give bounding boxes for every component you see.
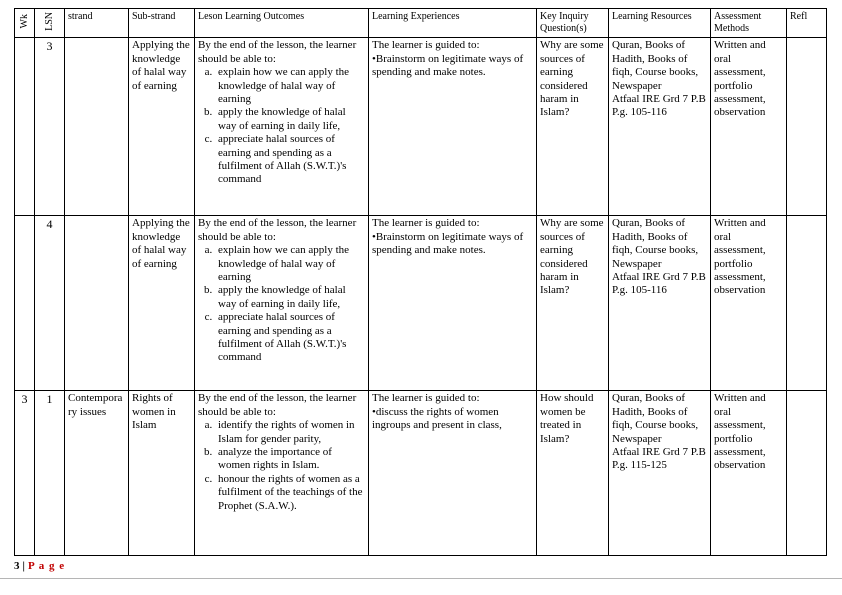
outcome-item: a. identify the rights of women in Islam for gender parity, [215,419,365,446]
header-row [15,9,827,38]
outcomes-list [198,244,365,365]
header-sub-strand: Sub-strand [129,9,195,38]
outcomes-intro: By the end of the lesson, the learner should be able to: [198,392,357,418]
header-key-inquiry: Key Inquiry Question(s) [537,9,609,38]
cell-lsn: 1 [35,391,65,556]
page-number: 3 [14,560,20,572]
cell-assessment: Written and oral assessment, portfolio assessment, observation [711,38,787,216]
cell-wk [15,38,35,216]
cell-refl [787,216,827,391]
cell-strand [65,38,129,216]
footer-page-label: P a g e [27,560,66,572]
header-wk [15,9,35,38]
cell-lsn: 4 [35,216,65,391]
resource-line: Atfaal IRE Grd 7 P.B [612,93,706,105]
header-wk-label: Wk [18,13,30,29]
experience-bullet: • Brainstorm on legitimate ways of spending and make notes. [372,53,533,80]
experiences-intro: The learner is guided to: [372,39,480,52]
experience-bullet: • discuss the rights of women ingroups and present in class, [372,406,533,433]
cell-resources [609,38,711,216]
page-footer [14,560,65,572]
cell-sub-strand: Applying the knowledge of halal way of earning [129,216,195,391]
table-row [15,216,827,391]
resource-line: P.g. 105-116 [612,284,667,297]
resource-line: Atfaal IRE Grd 7 P.B [612,271,706,283]
cell-experiences [369,391,537,556]
header-resources: Learning Resources [609,9,711,38]
outcome-item: c. appreciate halal sources of earning and spending as a fulfilment of Allah (S.W.T.)'s command [215,133,365,187]
cell-experiences [369,38,537,216]
header-assessment: Assessment Methods [711,9,787,38]
cell-lsn: 3 [35,38,65,216]
cell-assessment: Written and oral assessment, portfolio assessment, observation [711,391,787,556]
cell-key-inquiry: Why are some sources of earning considered haram in Islam? [537,216,609,391]
outcome-item: b. apply the knowledge of halal way of earning in daily life, [215,284,365,311]
cell-outcomes [195,38,369,216]
footer-separator: | [22,560,25,572]
header-lsn [35,9,65,38]
cell-sub-strand: Applying the knowledge of halal way of earning [129,38,195,216]
table-row [15,38,827,216]
outcome-item: a. explain how we can apply the knowledge of halal way of earning [215,66,365,106]
cell-wk [15,216,35,391]
resource-line: Quran, Books of Hadith, Books of fiqh, Course books, Newspaper [612,217,699,270]
outcome-item: a. explain how we can apply the knowledge of halal way of earning [215,244,365,284]
cell-resources [609,216,711,391]
header-strand: strand [65,9,129,38]
cell-assessment: Written and oral assessment, portfolio assessment, observation [711,216,787,391]
outcomes-list [198,66,365,187]
experiences-intro: The learner is guided to: [372,392,480,405]
footer-divider [0,578,842,579]
resource-line: Atfaal IRE Grd 7 P.B [612,446,706,458]
scheme-of-work-table [14,8,827,556]
cell-strand [65,216,129,391]
table-row [15,391,827,556]
header-outcomes: Leson Learning Outcomes [195,9,369,38]
outcomes-intro: By the end of the lesson, the learner should be able to: [198,217,357,243]
cell-key-inquiry: How should women be treated in Islam? [537,391,609,556]
experiences-intro: The learner is guided to: [372,217,480,230]
outcome-item: b. analyze the importance of women rights in Islam. [215,446,365,473]
resource-line: Quran, Books of Hadith, Books of fiqh, Course books, Newspaper [612,39,699,92]
resource-line: P.g. 115-125 [612,459,667,472]
outcomes-intro: By the end of the lesson, the learner should be able to: [198,39,357,65]
cell-wk: 3 [15,391,35,556]
resource-line: Quran, Books of Hadith, Books of fiqh, Course books, Newspaper [612,392,699,445]
cell-resources [609,391,711,556]
cell-refl [787,38,827,216]
header-experiences: Learning Experiences [369,9,537,38]
outcome-item: c. honour the rights of women as a fulfilment of the teachings of the Prophet (S.A.W.). [215,473,365,513]
cell-outcomes [195,216,369,391]
cell-sub-strand: Rights of women in Islam [129,391,195,556]
cell-experiences [369,216,537,391]
outcome-item: c. appreciate halal sources of earning and spending as a fulfilment of Allah (S.W.T.)'s command [215,311,365,365]
cell-key-inquiry: Why are some sources of earning considered haram in Islam? [537,38,609,216]
resource-line: P.g. 105-116 [612,106,667,119]
header-refl: Refl [787,9,827,38]
outcome-item: b. apply the knowledge of halal way of earning in daily life, [215,106,365,133]
outcomes-list [198,419,365,513]
cell-outcomes [195,391,369,556]
experience-bullet: • Brainstorm on legitimate ways of spending and make notes. [372,231,533,258]
cell-strand: Contemporary issues [65,391,129,556]
cell-refl [787,391,827,556]
header-lsn-label: LSN [43,11,55,31]
